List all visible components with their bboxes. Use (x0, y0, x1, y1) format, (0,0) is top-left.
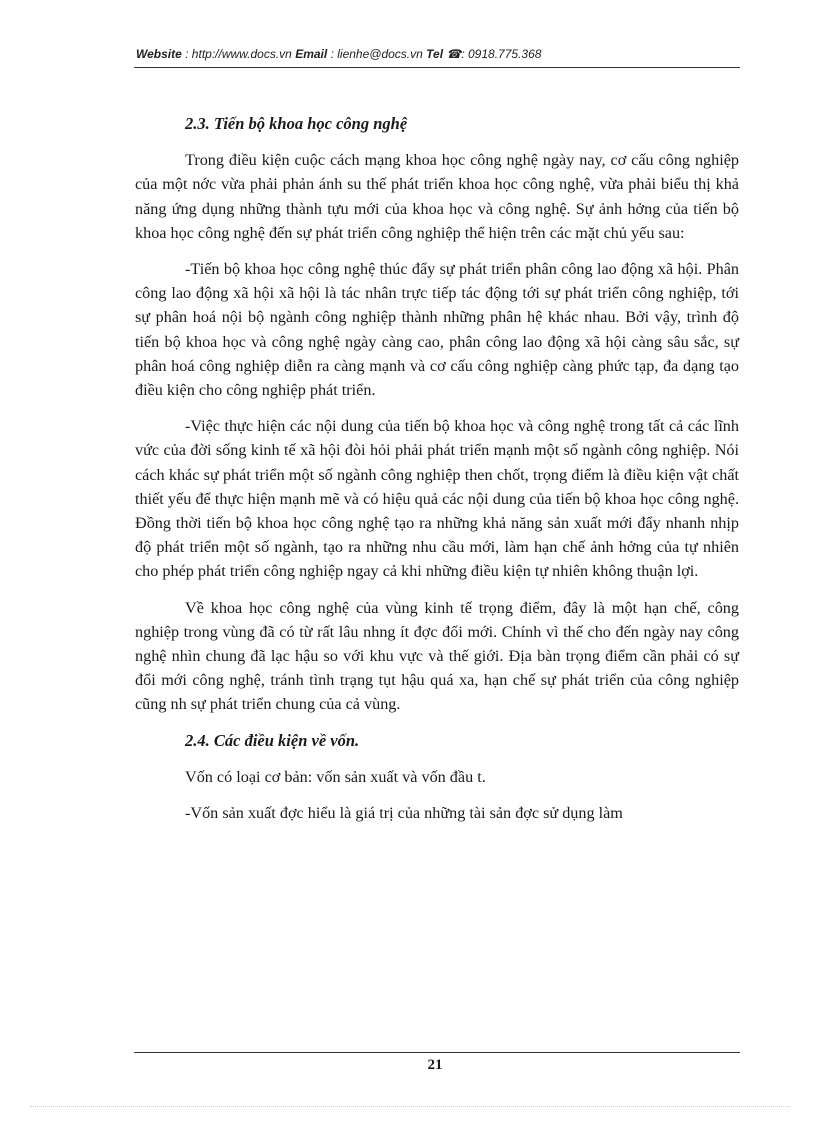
website-label: Website (136, 47, 182, 61)
paragraph: Trong điều kiện cuộc cách mạng khoa học công nghệ ngày nay, cơ cấu công nghiệp của một nớc vừa phải phản ánh su thế phát triển khoa học công nghệ, vừa phải biểu thị khả năng ứng dụng những thành tựu mới của khoa học và công nghệ. Sự ảnh hởng của tiến bộ khoa học công nghệ đến sự phát triển công nghiệp thể hiện trên các mặt chủ yếu sau: (135, 151, 739, 242)
header-divider (134, 67, 740, 68)
paragraph: Về khoa học công nghệ của vùng kinh tế trọng điểm, đây là một hạn chế, công nghiệp trong vùng đã có từ rất lâu nhng ít đợc đổi mới. Chính vì thế cho đến ngày nay công nghệ nhìn chung đã lạc hậu so với khu vực và thế giới. Địa bàn trọng điểm cần phải có sự đổi mới công nghệ, tránh tình trạng tụt hậu quá xa, hạn chế sự phát triển của công nghiệp cũng nh sự phát triển chung của cả vùng. (135, 598, 739, 714)
paragraph: -Việc thực hiện các nội dung của tiến bộ khoa học và công nghệ trong tất cả các lĩnh vức của đời sống kinh tế xã hội đòi hỏi phải phát triển mạnh một số ngành công nghiệp. Nói cách khác sự phát triển một số ngành công nghiệp then chốt, trọng điểm là điều kiện vật chất thiết yếu để thực hiện mạnh mẽ và có hiệu quả các nội dung của tiến bộ khoa học công nghệ. Đồng thời tiến bộ khoa học công nghệ tạo ra những khả năng sản xuất mới đẩy nhanh nhịp độ phát triển một số ngành, tạo ra những nhu cầu mới, làm hạn chế ảnh hởng của tự nhiên cho phép phát triển công nghiệp ngay cả khi những điều kiện tự nhiên không thuận lợi. (135, 417, 739, 581)
section-heading-2-4: 2.4. Các điều kiện về vốn. (185, 730, 360, 750)
email-link[interactable]: : lienhe@docs.vn (330, 47, 423, 61)
phone-icon: ☎ (446, 47, 462, 61)
tel-value: : 0918.775.368 (461, 47, 542, 61)
website-link[interactable]: : http://www.docs.vn (185, 47, 292, 61)
footer-divider (134, 1052, 740, 1053)
email-label: Email (295, 47, 328, 61)
page-header (136, 47, 740, 61)
page-number: 21 (427, 1057, 443, 1073)
tel-label: Tel (426, 47, 444, 61)
paragraph: Vốn có loại cơ bản: vốn sản xuất và vốn đầu t. (185, 767, 486, 786)
document-body (135, 112, 739, 837)
paragraph: -Vốn sản xuất đợc hiểu là giá trị của những tài sản đợc sử dụng làm (185, 804, 623, 823)
page-bottom-border (30, 1106, 790, 1107)
section-heading-2-3: 2.3. Tiến bộ khoa học công nghệ (185, 114, 408, 133)
paragraph: -Tiến bộ khoa học công nghệ thúc đẩy sự phát triển phân công lao động xã hội. Phân công lao động xã hội xã hội là tác nhân trực tiếp tác động tới sự phát triển công nghiệp, tới sự phân hoá nội bộ ngành công nghiệp thành những phân hệ khác nhau. Bởi vậy, trình độ tiến bộ khoa học và công nghệ ngày càng cao, phân công lao động xã hội càng sâu sắc, sự phân hoá công nghiệp diễn ra càng mạnh và cơ cấu công nghiệp càng phức tạp, đa dạng tạo điều kiện cho công nghiệp phát triển. (135, 260, 739, 400)
